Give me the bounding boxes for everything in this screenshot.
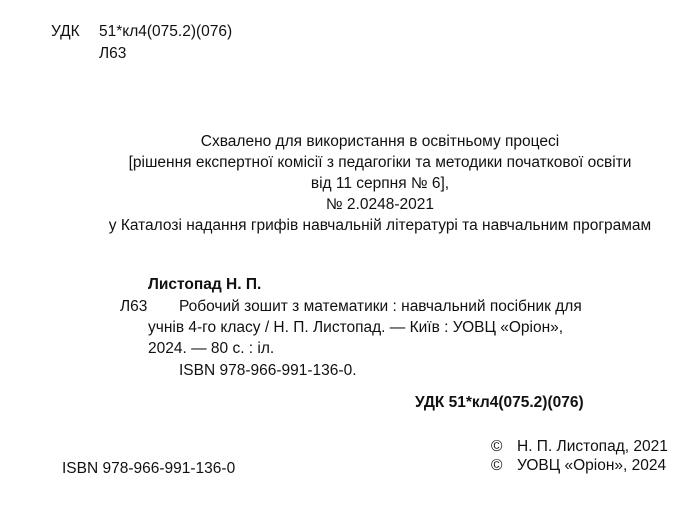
approval-line: [рішення експертної комісії з педагогіки та методики початкової освіти	[128, 154, 632, 171]
copyright-publisher: УОВЦ «Оріон», 2024	[517, 457, 667, 474]
footer-isbn: ISBN 978-966-991-136-0	[62, 460, 236, 477]
card-desc-line: 2024. — 80 с. : іл.	[148, 340, 275, 357]
udk-label: УДК	[51, 23, 80, 40]
approval-line: Схвалено для використання в освітньому процесі	[200, 133, 560, 150]
card-isbn: ISBN 978-966-991-136-0.	[179, 362, 357, 379]
card-mark: Л63	[120, 298, 148, 315]
approval-block	[60, 131, 700, 236]
copyright-symbol: ©	[491, 438, 503, 455]
card-desc-line: Робочий зошит з математики : навчальний посібник для	[179, 298, 582, 315]
author-mark: Л63	[99, 45, 127, 62]
copyright-symbol: ©	[491, 457, 503, 474]
approval-line: № 2.0248-2021	[326, 196, 434, 213]
approval-line: від 11 серпня № 6],	[310, 175, 450, 192]
card-author: Листопад Н. П.	[148, 276, 262, 293]
card-udk: УДК 51*кл4(075.2)(076)	[415, 394, 584, 411]
approval-line: у Каталозі надання грифів навчальній літературі та навчальним програмам	[108, 217, 652, 234]
udk-code: 51*кл4(075.2)(076)	[99, 23, 233, 40]
card-desc-line: учнів 4-го класу / Н. П. Листопад. — Київ : УОВЦ «Оріон»,	[148, 319, 564, 336]
copyright-author: Н. П. Листопад, 2021	[517, 438, 668, 455]
